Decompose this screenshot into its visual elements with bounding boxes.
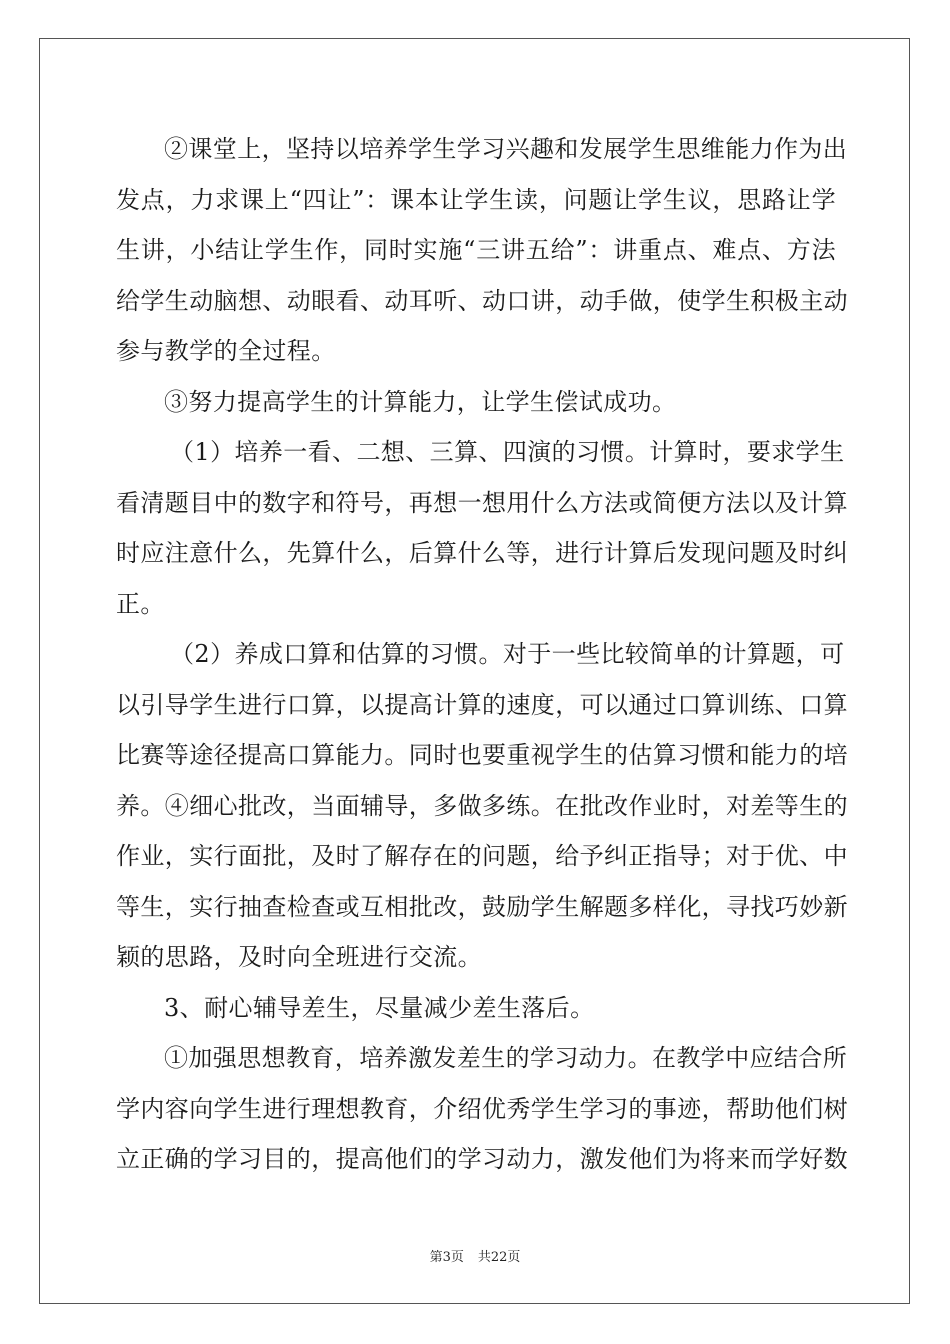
text-line: 发点，力求课上“四让”：课本让学生读，问题让学生议，思路让学: [116, 185, 836, 214]
text-line: 正。: [116, 589, 165, 618]
text-line: 作业，实行面批，及时了解存在的问题，给予纠正指导；对于优、中: [116, 842, 848, 870]
text-line: 立正确的学习目的，提高他们的学习动力，激发他们为将来而学好数: [116, 1145, 848, 1173]
text-line: 学内容向学生进行理想教育，介绍优秀学生学习的事迹，帮助他们树: [116, 1094, 848, 1123]
text-line: 时应注意什么，先算什么，后算什么等，进行计算后发现问题及时纠: [116, 539, 848, 567]
text-line: 比赛等途径提高口算能力。同时也要重视学生的估算习惯和能力的培: [116, 741, 848, 769]
text-line: （2）养成口算和估算的习惯。对于一些比较简单的计算题，可: [170, 640, 845, 668]
text-line: （1）培养一看、二想、三算、四演的习惯。计算时，要求学生: [170, 438, 845, 466]
text-line: 等生，实行抽查检查或互相批改，鼓励学生解题多样化，寻找巧妙新: [116, 892, 848, 921]
text-line: 生讲，小结让学生作，同时实施“三讲五给”：讲重点、难点、方法: [116, 236, 836, 264]
text-line: 养。④细心批改，当面辅导，多做多练。在批改作业时，对差等生的: [116, 791, 848, 820]
document-body: [116, 124, 848, 1185]
current-page-label: 第3页: [429, 1250, 464, 1265]
text-line: 给学生动脑想、动眼看、动耳听、动口讲，动手做，使学生积极主动: [116, 286, 848, 315]
text-line: ③努力提高学生的计算能力，让学生偿试成功。: [164, 387, 677, 416]
text-line: 以引导学生进行口算，以提高计算的速度，可以通过口算训练、口算: [116, 690, 848, 719]
page-footer: [0, 1246, 950, 1265]
text-line: ②课堂上，坚持以培养学生学习兴趣和发展学生思维能力作为出: [164, 135, 848, 163]
total-pages-label: 共22页: [477, 1250, 521, 1265]
text-line: 参与教学的全过程。: [116, 337, 336, 365]
text-line: 看清题目中的数字和符号，再想一想用什么方法或简便方法以及计算: [116, 488, 848, 517]
text-line: 3、耐心辅导差生，尽量减少差生落后。: [164, 993, 595, 1022]
text-line: 颖的思路，及时向全班进行交流。: [116, 943, 482, 971]
text-line: ①加强思想教育，培养激发差生的学习动力。在教学中应结合所: [164, 1044, 848, 1072]
